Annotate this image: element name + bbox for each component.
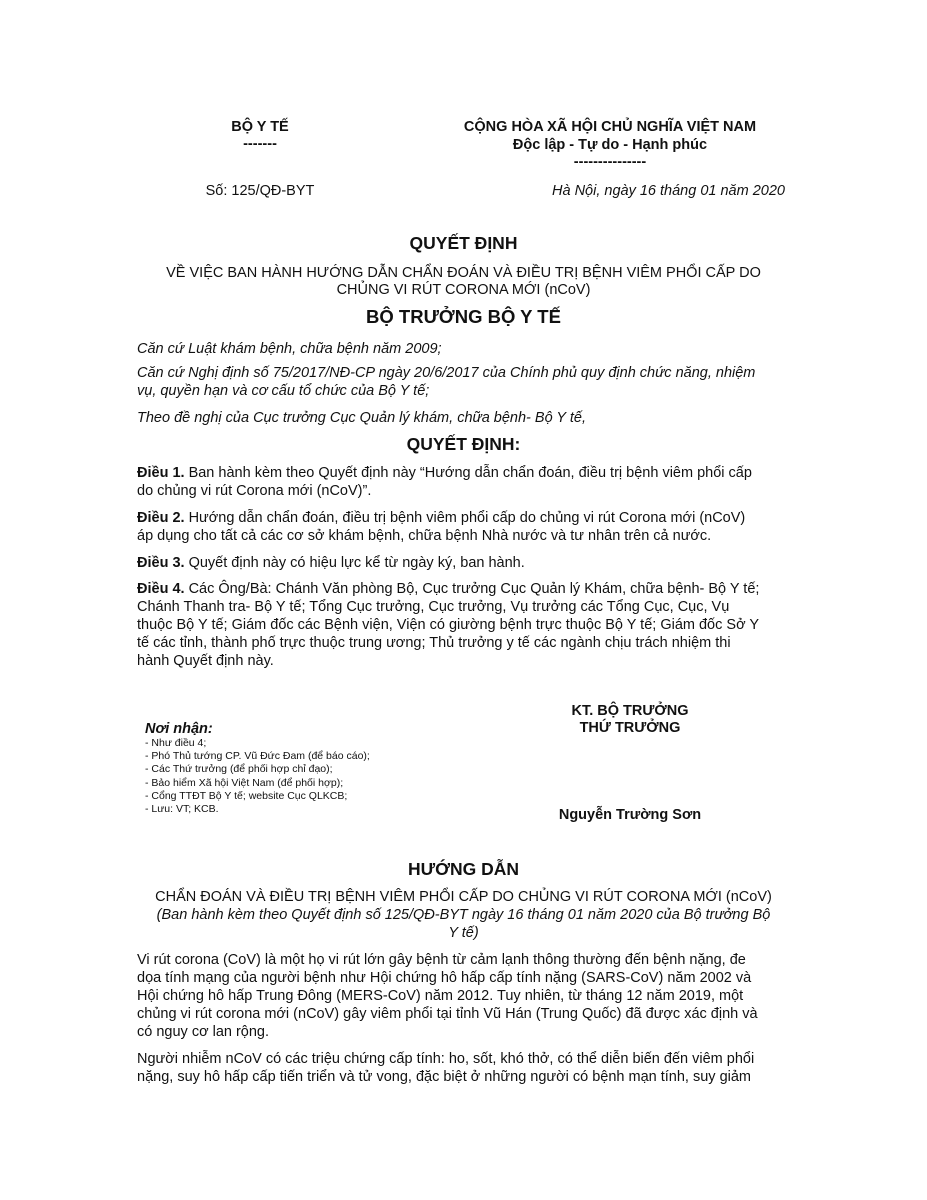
motto-dash: --------------- [573, 154, 647, 170]
guide-para2-line1: Người nhiễm nCoV có các triệu chứng cấp tính: ho, sốt, khó thở, có thể diễn biến đến viêm phổi [137, 1051, 755, 1067]
article-2-line1 [137, 509, 745, 528]
recipient-item: - Như điều 4; [145, 737, 207, 749]
article-4-line3: thuộc Bộ Y tế; Giám đốc các Bệnh viện, Viện có giường bệnh trực thuộc Bộ Y tế; Giám đốc Sở Y [137, 617, 760, 633]
guide-para1-line5: có nguy cơ lan rộng. [137, 1024, 270, 1040]
legal-basis-3: Theo đề nghị của Cục trưởng Cục Quản lý khám, chữa bệnh- Bộ Y tế, [137, 410, 586, 426]
article-2-label: Điều 2. [137, 510, 185, 526]
recipient-item: - Các Thứ trưởng (để phối hợp chỉ đạo); [145, 763, 333, 776]
guide-para1-line2: dọa tính mạng của người bệnh như Hội chứng hô hấp cấp tính nặng (SARS-CoV) năm 2002 và [137, 970, 752, 986]
article-1-line1 [137, 464, 752, 483]
issuing-agency: BỘ Y TẾ [231, 119, 289, 135]
article-4-line5: hành Quyết định này. [137, 653, 274, 669]
guide-para1-line3: Hội chứng hô hấp Trung Đông (MERS-CoV) năm 2012. Tuy nhiên, từ tháng 12 năm 2019, một [137, 988, 744, 1004]
minister-title: BỘ TRƯỞNG BỘ Y TẾ [366, 306, 561, 327]
guide-subtitle: CHẨN ĐOÁN VÀ ĐIỀU TRỊ BỆNH VIÊM PHỔI CẤP DO CHỦNG VI RÚT CORONA MỚI (nCoV) [155, 889, 772, 905]
article-4-text: Các Ông/Bà: Chánh Văn phòng Bộ, Cục trưởng Cục Quản lý Khám, chữa bệnh- Bộ Y tế; [184, 581, 760, 597]
document-number: Số: 125/QĐ-BYT [205, 183, 315, 199]
article-2-line2: áp dụng cho tất cả các cơ sở khám bệnh, chữa bệnh Nhà nước và tư nhân trên cả nước. [137, 528, 712, 544]
article-4-line1 [137, 580, 759, 599]
recipient-item: - Cổng TTĐT Bộ Y tế; website Cục QLKCB; [145, 789, 348, 802]
decision-subject-line2: CHỦNG VI RÚT CORONA MỚI (nCoV) [336, 282, 591, 298]
guide-issued-line2: Y tế) [448, 925, 479, 941]
signer-name: Nguyễn Trường Sơn [558, 807, 702, 823]
article-3 [137, 554, 525, 573]
guide-para1-line1: Vi rút corona (CoV) là một họ vi rút lớn gây bệnh từ cảm lạnh thông thường đến bệnh nặng, đe [137, 952, 746, 968]
signature-title-1: KT. BỘ TRƯỞNG [571, 703, 689, 719]
recipients-title: Nơi nhận: [145, 721, 213, 737]
article-2-text: Hướng dẫn chẩn đoán, điều trị bệnh viêm phổi cấp do chủng vi rút Corona mới (nCoV) [184, 510, 746, 526]
guide-para1-line4: chủng vi rút corona mới (nCoV) gây viêm phổi tại tỉnh Vũ Hán (Trung Quốc) đã được xác định và [137, 1006, 758, 1022]
national-title: CỘNG HÒA XÃ HỘI CHỦ NGHĨA VIỆT NAM [463, 119, 757, 135]
decision-title: QUYẾT ĐỊNH [409, 233, 518, 253]
decides-heading: QUYẾT ĐỊNH: [406, 434, 521, 454]
place-date: Hà Nội, ngày 16 tháng 01 năm 2020 [552, 183, 785, 199]
article-1-label: Điều 1. [137, 465, 185, 481]
article-3-label: Điều 3. [137, 555, 185, 571]
signature-title-2: THỨ TRƯỞNG [579, 720, 681, 736]
recipients-list [145, 737, 370, 816]
article-1-text: Ban hành kèm theo Quyết định này “Hướng dẫn chẩn đoán, điều trị bệnh viêm phổi cấp [184, 465, 752, 481]
article-1-line2: do chủng vi rút Corona mới (nCoV)”. [137, 483, 372, 499]
recipient-item: - Lưu: VT; KCB. [145, 803, 219, 816]
article-4-line2: Chánh Thanh tra- Bộ Y tế; Tổng Cục trưởng, Cục trưởng, Vụ trưởng các Tổng Cục, Cục, Vụ [137, 599, 730, 615]
legal-basis-2-line1: Căn cứ Nghị định số 75/2017/NĐ-CP ngày 20/6/2017 của Chính phủ quy định chức năng, nhiệm [137, 365, 756, 381]
recipient-item: - Bảo hiểm Xã hội Việt Nam (để phối hợp); [145, 776, 344, 789]
legal-basis-2-line2: vụ, quyền hạn và cơ cấu tổ chức của Bộ Y tế; [137, 383, 430, 399]
guide-title: HƯỚNG DẪN [407, 859, 520, 879]
legal-basis-1: Căn cứ Luật khám bệnh, chữa bệnh năm 2009; [137, 341, 442, 357]
national-motto: Độc lập - Tự do - Hạnh phúc [512, 137, 708, 153]
recipient-item: - Phó Thủ tướng CP. Vũ Đức Đam (để báo cáo); [145, 750, 370, 763]
article-3-text: Quyết định này có hiệu lực kể từ ngày ký, ban hành. [184, 555, 525, 571]
guide-para2-line2: nặng, suy hô hấp cấp tiến triển và tử vong, đặc biệt ở những người có bệnh mạn tính, suy giảm [137, 1069, 752, 1085]
article-4-line4: tế các tỉnh, thành phố trực thuộc trung ương; Thủ trưởng y tế các ngành chịu trách nhiệm thi [137, 635, 731, 651]
decision-subject-line1: VỀ VIỆC BAN HÀNH HƯỚNG DẪN CHẨN ĐOÁN VÀ ĐIỀU TRỊ BỆNH VIÊM PHỔI CẤP DO [166, 265, 761, 281]
guide-issued-line1: (Ban hành kèm theo Quyết định số 125/QĐ-BYT ngày 16 tháng 01 năm 2020 của Bộ trưởng Bộ [156, 907, 771, 923]
article-4-label: Điều 4. [137, 581, 185, 597]
agency-dash: ------- [243, 136, 277, 152]
